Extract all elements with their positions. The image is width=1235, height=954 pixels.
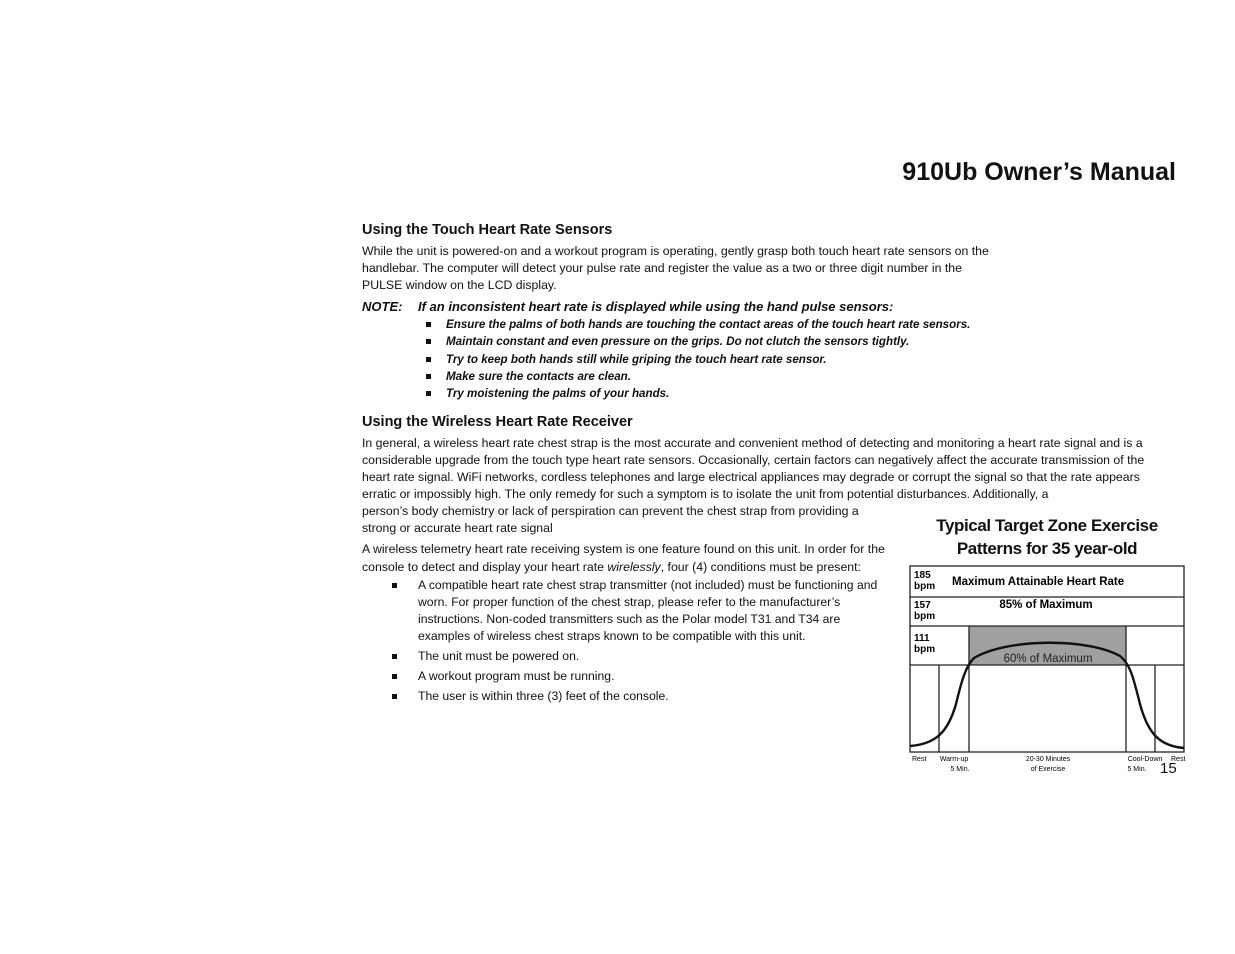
phase-label: 20-30 Minutes [1025,756,1071,763]
phase-label: Cool-Down [1127,756,1163,763]
list-item: Ensure the palms of both hands are touching the contact areas of the touch heart rate sensors. [420,316,1174,333]
figure-title-line-1: Typical Target Zone Exercise [936,516,1158,535]
touch-section-heading: Using the Touch Heart Rate Sensors [362,222,613,238]
phase-label: of Exercise [1030,766,1066,773]
phase-label: 5 Min. [950,766,970,773]
tips-list [362,316,1174,402]
phase-label: Rest [912,756,927,763]
document-title: 910Ub Owner’s Manual [902,158,1176,186]
list-item: Maintain constant and even pressure on the grips. Do not clutch the sensors tightly. [420,333,1174,350]
band-value: 185 [914,570,931,581]
note-text: If an inconsistent heart rate is displayed while using the hand pulse sensors: [418,299,894,314]
list-item: A workout program must be running. [392,668,892,685]
list-item: The unit must be powered on. [392,648,892,665]
list-item: Try to keep both hands still while griping the touch heart rate sensor. [420,351,1174,368]
list-item: Make sure the contacts are clean. [420,368,1174,385]
conditions-intro-text: A wireless telemetry heart rate receiving system is one feature found on this unit. In order for the console to detect and display your heart rate [362,542,885,574]
band-value: 157 [914,600,931,611]
phase-label: Warm-up [939,756,969,763]
page-number: 15 [1160,760,1177,777]
conditions-intro-tail: , four (4) conditions must be present: [660,560,861,574]
wireless-section-body: In general, a wireless heart rate chest strap is the most accurate and convenient method of detecting and monitoring a heart rate signal and is a considerable upgrade from the touch type heart rate sensors. Occasionally, certain factors can negatively affect the accurate transmission of the heart rate signal. WiFi networks, cordless telephones and large electrical appliances may degrade or corrupt the signal so that the rate appears erratic or impossibly high. The only remedy for such a symptom is to isolate the unit from potential disturbances. Additionally, a [362,436,1145,501]
band-label: 85% of Maximum [999,599,1093,611]
conditions-intro-emphasis: wirelessly [607,560,661,574]
list-item: The user is within three (3) feet of the console. [392,688,892,705]
band-label: 60% of Maximum [1003,653,1093,665]
conditions-list [362,577,892,705]
band-label: Maximum Attainable Heart Rate [952,576,1125,588]
band-unit: bpm [914,644,936,655]
wireless-section-heading: Using the Wireless Heart Rate Receiver [362,414,633,430]
list-item: A compatible heart rate chest strap transmitter (not included) must be functioning and worn. For proper function of the chest strap, please refer to the manufacturer’s instructions. Non-coded transmitters such as the Polar model T31 and T34 are examples of wireless chest straps known to be compatible with this unit. [392,577,892,645]
conditions-intro [362,540,892,576]
wireless-section-body-cont: person’s body chemistry or lack of perspiration can prevent the chest strap from providing a strong or accurate heart rate signal [362,504,859,535]
target-zone-diagram [908,514,1186,776]
touch-sensors-section [362,221,1174,402]
band-value: 111 [914,633,930,644]
touch-section-body: While the unit is powered-on and a workout program is operating, gently grasp both touch heart rate sensors on the handlebar. The computer will detect your pulse rate and register the value as a two or three digit number in the PULSE window on the LCD display. [362,244,989,292]
band-unit: bpm [914,581,936,592]
list-item: Try moistening the palms of your hands. [420,385,1174,402]
phase-label: Rest [1171,756,1186,763]
target-zone-figure [908,514,1186,776]
phase-label: 5 Min. [1127,766,1147,773]
band-unit: bpm [914,611,936,622]
figure-title-line-2: Patterns for 35 year-old [956,539,1138,558]
note-label: NOTE: [362,299,403,314]
note-line [362,298,1174,315]
